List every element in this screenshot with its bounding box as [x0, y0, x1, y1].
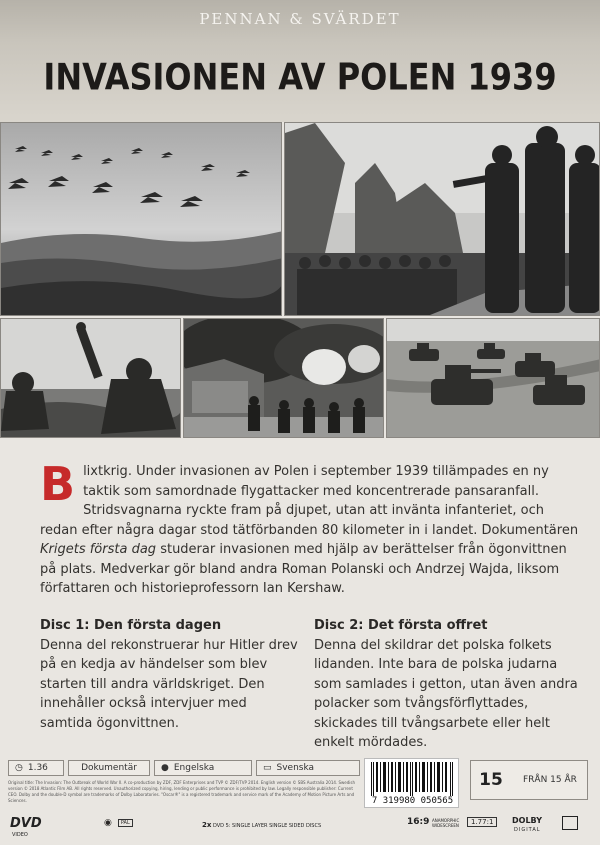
audio-box	[154, 760, 252, 776]
info-bar	[8, 760, 360, 776]
disc-1-section	[40, 616, 302, 733]
region-icon: ◉	[104, 818, 112, 828]
region-icons	[104, 818, 133, 828]
discs-count: 2x	[202, 821, 212, 829]
aspect-sub: ANAMORPHIC WIDESCREEN	[432, 818, 460, 828]
page-title: INVASIONEN AV POLEN 1939	[43, 55, 557, 99]
dolby-sub: DIGITAL	[514, 827, 541, 833]
intro-paragraph	[40, 457, 585, 599]
photo-grenade-soldier	[0, 318, 181, 438]
intro-italic-title: Krigets första dag	[40, 542, 157, 557]
subtitles-box	[256, 760, 360, 776]
intro-text-1: lixtkrig. Under invasionen av Polen i september 1939 tillämpades en ny taktik som samordnade flygattacker med koncentrerade pansaranfall. Stridsvagnarna ryckte fram på djupet, utan att invänta infanteriet, och redan efter några dagar stod tätförbanden 80 kilometer in i landet. Dokumentären	[40, 464, 579, 538]
disc-2-text: Denna del skildrar det polska folkets lidanden. Inte bara de polska judarna som samlades i getton, utan även andra polacker som tvångsförflyttades, skickades till tvångsarbete eller helt enkelt mördades.	[314, 637, 578, 750]
subtitles-value: Svenska	[276, 763, 315, 773]
disc-2-section	[314, 616, 584, 753]
header	[0, 0, 600, 122]
legal-text: Original title: The Invasion: The Outbreak of World War II. A co-production by ZDF, ZDF Enterprises and TVP © ZDF/TVP 2014. English version © SBS Australia 2014. Swedish version © 2018 Atlantic Film AB. All rights reserved. Unauthorized copying, hiring, lending or public performance is prohibited by law. Legally responsible publisher: Current CEO. Dolby and the double-D symbol are trademarks of Dolby Laboratories. "Oscar®" is a registered trademark and service mark of the Academy of Motion Picture Arts and Sciences.	[8, 780, 356, 803]
recycle-icon	[562, 816, 578, 830]
disc-2-heading: Disc 2: Det första offret	[314, 618, 488, 633]
dvd-video-label: VIDEO	[12, 832, 28, 838]
bottom-logos	[0, 808, 600, 845]
age-label: FRÅN 15 ÅR	[523, 775, 577, 785]
clock-icon: ◷	[15, 763, 23, 773]
series-title: PENNAN & SVÄRDET	[199, 10, 401, 28]
subtitle-icon: ▭	[263, 763, 272, 773]
age-number: 15	[479, 770, 503, 790]
pal-label: PAL	[118, 819, 133, 827]
runtime-value: 1.36	[27, 763, 48, 773]
speech-icon: ●	[161, 763, 169, 773]
disc-1-text: Denna del rekonstruerar hur Hitler drev på en kedja av händelser som blev starten till andra världskriget. Den innehåller också intervjuer med samtida ögonvittnen.	[40, 637, 298, 731]
dolby-logo: DOLBY	[512, 816, 542, 825]
photo-parade	[284, 122, 600, 316]
barcode	[364, 758, 459, 808]
disc-1-heading: Disc 1: Den första dagen	[40, 618, 222, 633]
discs-info	[202, 821, 321, 829]
runtime-box	[8, 760, 64, 776]
dropcap: B	[40, 457, 76, 511]
audio-value: Engelska	[173, 763, 215, 773]
genre-box	[68, 760, 150, 776]
photo-tanks	[386, 318, 600, 438]
intro-text-2: studerar invasionen med hjälp av berättelser från ögonvittnen på plats. Medverkar gör bland andra Roman Polanski och Andrzej Wajda, liksom författaren och historieprofessorn Ian Kershaw.	[40, 542, 567, 596]
dvd-logo: DVD	[10, 816, 42, 831]
photo-burning-village	[183, 318, 384, 438]
discs-desc: DVD 5: SINGLE LAYER SINGLE SIDED DISCS	[212, 823, 322, 829]
aspect-ratio: 16:9	[407, 817, 430, 827]
barcode-bars	[365, 759, 460, 797]
barcode-number: 7 319980 050565	[371, 796, 454, 806]
ratio-badge: 1.77:1	[467, 817, 497, 827]
age-rating	[470, 760, 588, 800]
photo-bombers	[0, 122, 282, 316]
genre-value: Dokumentär	[81, 763, 137, 773]
